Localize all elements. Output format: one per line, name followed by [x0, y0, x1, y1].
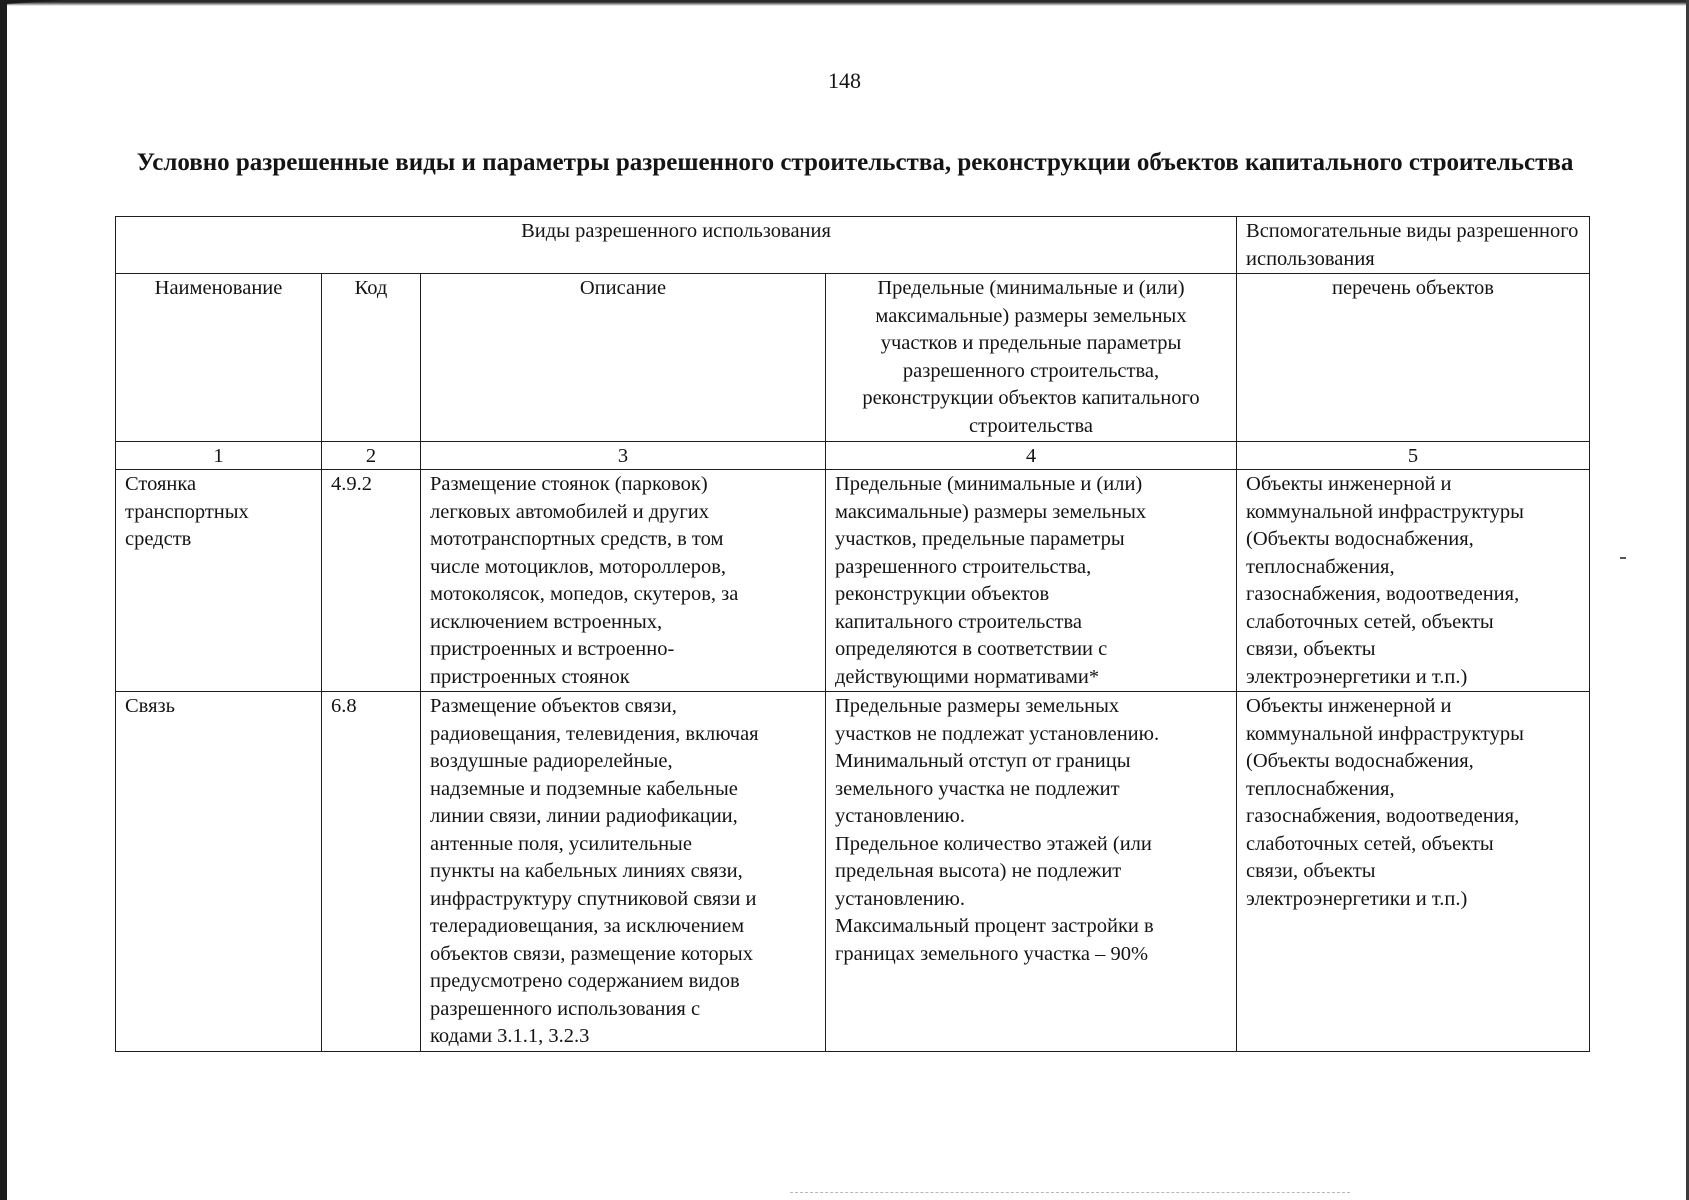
land-use-table	[115, 216, 1590, 1052]
scan-top-edge	[0, 0, 1689, 16]
column-number: 1	[116, 442, 322, 470]
row-code: 4.9.2	[322, 470, 421, 692]
table-group-header-row	[116, 217, 1590, 274]
scan-bottom-mark	[790, 1192, 1350, 1194]
page-number: 148	[828, 68, 861, 93]
scan-stray-mark	[1620, 557, 1626, 559]
table-column-header-row	[116, 274, 1590, 442]
table-row	[116, 470, 1590, 692]
column-header-name: Наименование	[116, 274, 322, 442]
row-description: Размещение объектов связи, радиовещания, телевидения, включая воздушные радиорелейные, надземные и подземные кабельные линии связи, линии радиофикации, антенные поля, усилительные пункты на кабельных линиях связи, инфраструктуру спутниковой связи и телерадиовещания, за исключением объектов связи, размещение которых предусмотрено содержанием видов разрешенного использования с кодами 3.1.1, 3.2.3	[421, 692, 826, 1052]
row-description: Размещение стоянок (парковок) легковых автомобилей и других мототранспортных средств, в том числе мотоциклов, мотороллеров, мотоколясок, мопедов, скутеров, за исключением встроенных, пристроенных и встроенно- пристроенных стоянок	[421, 470, 826, 692]
group-header-auxiliary: Вспомогательные виды разрешенного использования	[1237, 217, 1590, 274]
group-header-main: Виды разрешенного использования	[116, 217, 1237, 274]
document-title: Условно разрешенные виды и параметры разрешенного строительства, реконструкции объектов капитального строительства	[136, 149, 1574, 176]
row-auxiliary: Объекты инженерной и коммунальной инфраструктуры (Объекты водоснабжения, теплоснабжения, газоснабжения, водоотведения, слаботочных сетей, объекты связи, объекты электроэнергетики и т.п.)	[1237, 470, 1590, 692]
column-number: 4	[826, 442, 1237, 470]
column-number: 5	[1237, 442, 1590, 470]
row-code: 6.8	[322, 692, 421, 1052]
row-auxiliary: Объекты инженерной и коммунальной инфраструктуры (Объекты водоснабжения, теплоснабжения, газоснабжения, водоотведения, слаботочных сетей, объекты связи, объекты электроэнергетики и т.п.)	[1237, 692, 1590, 1052]
column-header-objects-list: перечень объектов	[1237, 274, 1590, 442]
table-column-numbers-row	[116, 442, 1590, 470]
column-number: 3	[421, 442, 826, 470]
column-header-limits: Предельные (минимальные и (или) максимальные) размеры земельных участков и предельные параметры разрешенного строительства, реконструкции объектов капитального строительства	[826, 274, 1237, 442]
column-header-description: Описание	[421, 274, 826, 442]
row-name: Стоянка транспортных средств	[116, 470, 322, 692]
row-limits: Предельные размеры земельных участков не подлежат установлению. Минимальный отступ от границы земельного участка не подлежит установлению. Предельное количество этажей (или предельная высота) не подлежит установлению. Максимальный процент застройки в границах земельного участка – 90%	[826, 692, 1237, 1052]
row-name: Связь	[116, 692, 322, 1052]
column-header-code: Код	[322, 274, 421, 442]
column-number: 2	[322, 442, 421, 470]
scan-left-edge	[0, 0, 7, 1200]
table-row	[116, 692, 1590, 1052]
row-limits: Предельные (минимальные и (или) максимальные) размеры земельных участков, предельные параметры разрешенного строительства, реконструкции объектов капитального строительства определяются в соответствии с действующими нормативами*	[826, 470, 1237, 692]
